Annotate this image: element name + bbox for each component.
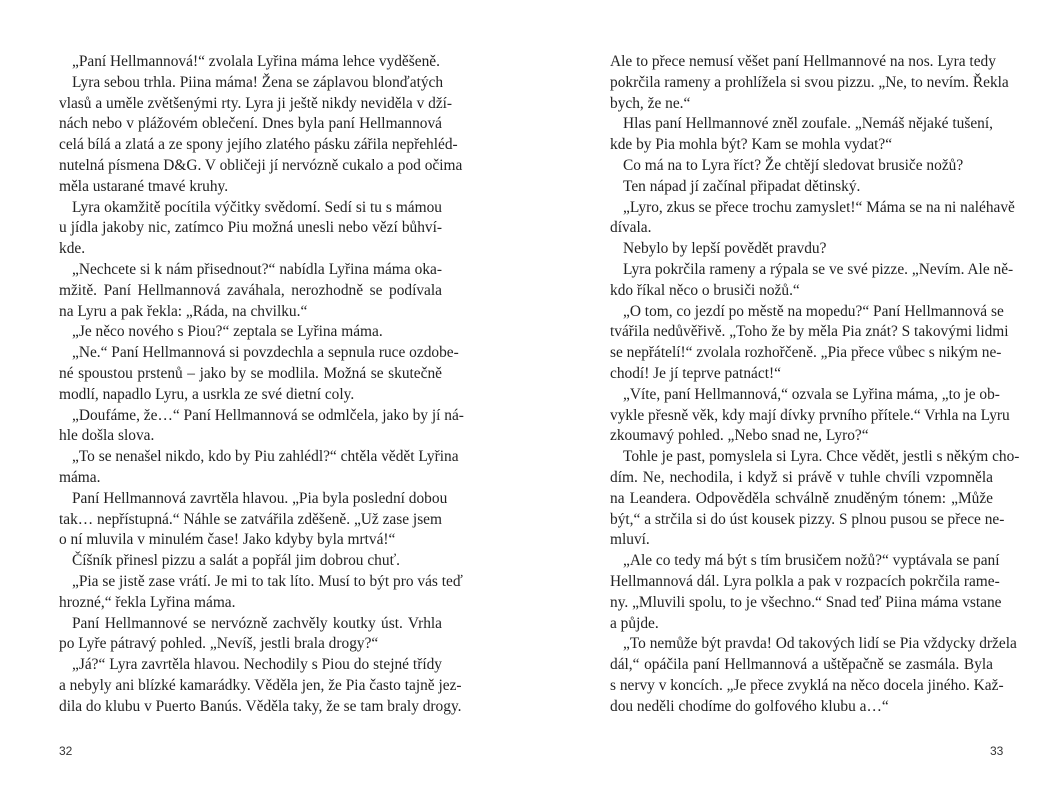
text-line: dím. Ne, nechodila, i když si právě v tuhle chvíli vzpomněla (610, 468, 993, 486)
text-line: modlí, napadlo Lyru, a usrkla ze své dietní coly. (59, 385, 355, 403)
text-line: Nebylo by lepší povědět pravdu? (623, 240, 827, 258)
text-line: tak… nepřístupná.“ Náhle se zatvářila zděšeně. „Už zase jsem (59, 510, 442, 528)
text-line: Tohle je past, pomyslela si Lyra. Chce vědět, jestli s někým cho- (623, 448, 1020, 466)
text-line: mžitě. Paní Hellmannová zaváhala, nerozhodně se podívala (59, 281, 442, 299)
text-line: bych, že ne.“ (610, 94, 691, 112)
text-line: na Leandera. Odpověděla schválně znuděným tónem: „Může (610, 489, 993, 507)
text-line: dou neděli chodíme do golfového klubu a…“ (610, 697, 889, 715)
left-page-number: 32 (59, 744, 73, 758)
text-line: vlasů a uměle zvětšenými rty. Lyra ji ještě nikdy neviděla v dží- (59, 94, 453, 112)
text-line: dál,“ opáčila paní Hellmannová a uštěpačně se zasmála. Byla (610, 656, 993, 674)
text-line: s nervy v koncích. „Je přece zvyklá na něco docela jiného. Kaž- (610, 676, 1004, 694)
text-line: po Lyře pátravý pohled. „Nevíš, jestli brala drogy?“ (59, 635, 379, 653)
text-line: se nepřátelí!“ zvolala rozhořčeně. „Pia přece vůbec s nikým ne- (610, 344, 1002, 362)
text-line: nách nebo v plážovém oblečení. Dnes byla paní Hellmannová (59, 115, 442, 133)
right-page-number: 33 (990, 744, 1004, 758)
text-line: „Ne.“ Paní Hellmannová si povzdechla a sepnula ruce ozdobe- (72, 344, 459, 362)
text-line: Číšník přinesl pizzu a salát a popřál jim dobrou chuť. (72, 552, 400, 570)
text-line: né spoustou prstenů – jako by se modlila. Možná se skutečně (59, 364, 442, 382)
text-line: Ale to přece nemusí věšet paní Hellmannové na nos. Lyra tedy (610, 53, 996, 70)
text-line: dívala. (610, 219, 652, 237)
text-line: nutelná písmena D&G. V obličeji jí nervózně cukalo a pod očima (59, 156, 463, 174)
text-line: a nebyly ani blízké kamarádky. Věděla jen, že Pia často tajně jez- (59, 676, 462, 694)
text-line: tvářila nedůvěřivě. „Toho že by měla Pia znát? S takovými lidmi (610, 323, 1009, 341)
text-line: mluví. (610, 531, 650, 549)
text-line: dila do klubu v Puerto Banús. Věděla taky, že se tam braly drogy. (59, 697, 462, 715)
text-line: „O tom, co jezdí po městě na mopedu?“ Paní Hellmannová se (623, 302, 1004, 320)
text-line: hrozné,“ řekla Lyřina máma. (59, 593, 236, 611)
text-line: o ní mluvila v minulém čase! Jako kdyby byla mrtvá!“ (59, 531, 396, 549)
text-line: „To se nenašel nikdo, kdo by Piu zahlédl?“ chtěla vědět Lyřina (72, 448, 459, 466)
text-line: Paní Hellmannové se nervózně zachvěly koutky úst. Vrhla (72, 614, 442, 632)
text-line: „Pia se jistě zase vrátí. Je mi to tak líto. Musí to být pro vás teď (72, 572, 463, 590)
text-line: Co má na to Lyra říct? Že chtějí sledovat brusiče nožů? (623, 156, 964, 174)
text-line: být,“ a strčila si do úst kousek pizzy. S plnou pusou se přece ne- (610, 510, 1005, 528)
text-line: „Doufáme, že…“ Paní Hellmannová se odmlčela, jako by jí ná- (72, 406, 464, 424)
text-line: Ten nápad jí začínal připadat dětinský. (623, 177, 861, 195)
text-line: celá bílá a zlatá a ze spony jejího zlatého pásku zářila nepřehléd- (59, 136, 458, 154)
text-line: měla ustarané tmavé kruhy. (59, 177, 229, 195)
text-line: „Lyro, zkus se přece trochu zamyslet!“ Máma se na ni naléhavě (623, 198, 1015, 216)
text-line: zkoumavý pohled. „Nebo snad ne, Lyro?“ (610, 427, 869, 445)
text-line: „Víte, paní Hellmannová,“ ozvala se Lyřina máma, „to je ob- (623, 385, 1000, 403)
text-line: vykle přesně věk, kdy mají dívky prvního přítele.“ Vrhla na Lyru (610, 406, 1010, 424)
text-line: chodí! Je jí teprve patnáct!“ (610, 364, 781, 382)
text-line: kdo říkal něco o brusiči nožů.“ (610, 281, 800, 299)
left-page-text (59, 52, 464, 718)
text-line: pokrčila rameny a prohlížela si svou pizzu. „Ne, to nevím. Řekla (610, 73, 1009, 91)
text-line: Hlas paní Hellmannové zněl zoufale. „Nemáš nějaké tušení, (623, 115, 993, 133)
text-line: kde by Pia mohla být? Kam se mohla vydat?“ (610, 136, 893, 154)
text-line: „Ale co tedy má být s tím brusičem nožů?“ vyptávala se paní (623, 552, 1000, 570)
text-line: „Já?“ Lyra zavrtěla hlavou. Nechodily s Piou do stejné třídy (72, 656, 442, 674)
text-line: Lyra sebou trhla. Piina máma! Žena se záplavou blonďatých (72, 73, 444, 91)
text-line: „Paní Hellmannová!“ zvolala Lyřina máma lehce vyděšeně. (72, 53, 440, 70)
text-line: ny. „Mluvili spolu, to je všechno.“ Snad teď Piina máma vstane (610, 593, 1002, 611)
text-line: máma. (59, 468, 101, 486)
right-page-text (610, 52, 1020, 718)
text-line: Hellmannová dál. Lyra polkla a pak v rozpacích pokrčila rame- (610, 572, 1000, 590)
text-line: a půjde. (610, 614, 659, 632)
text-line: kde. (59, 240, 86, 258)
text-line: Lyra pokrčila rameny a rýpala se ve své pizze. „Nevím. Ale ně- (623, 260, 1014, 278)
text-line: na Lyru a pak řekla: „Ráda, na chvilku.“ (59, 302, 308, 320)
text-line: hle došla slova. (59, 427, 155, 445)
text-line: „Je něco nového s Piou?“ zeptala se Lyřina máma. (72, 323, 383, 341)
text-line: u jídla jakoby nic, zatímco Piu možná unesli nebo vězí bůhví- (59, 219, 442, 237)
text-line: „To nemůže být pravda! Od takových lidí se Pia vždycky držela (623, 635, 1017, 653)
text-line: Lyra okamžitě pocítila výčitky svědomí. Sedí si tu s mámou (72, 198, 442, 216)
text-line: Paní Hellmannová zavrtěla hlavou. „Pia byla poslední dobou (72, 489, 448, 507)
text-line: „Nechcete si k nám přisednout?“ nabídla Lyřina máma oka- (72, 260, 442, 278)
